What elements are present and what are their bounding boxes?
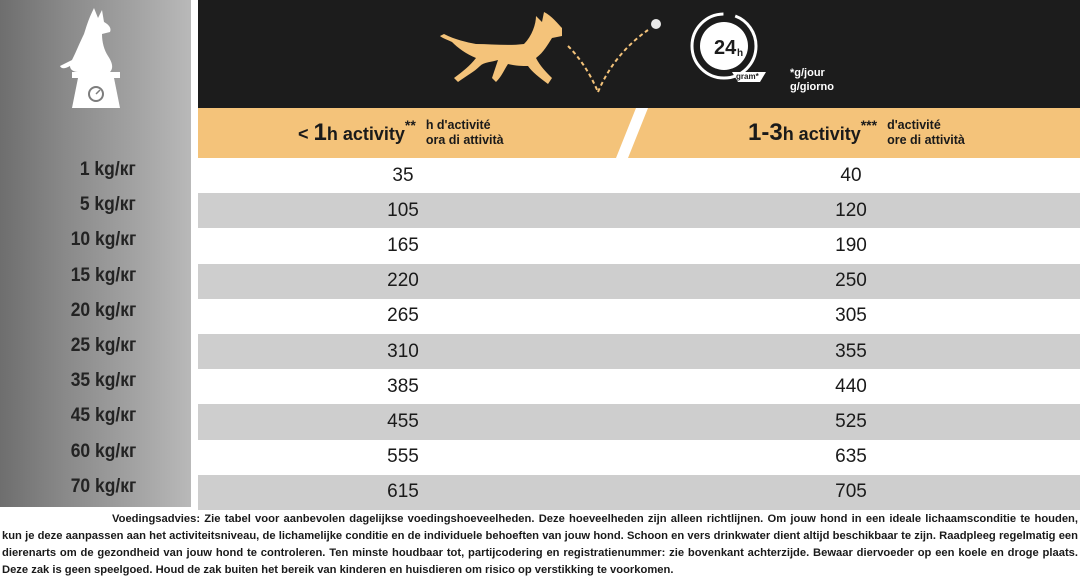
unit-line-2: g/giorno (790, 81, 834, 93)
weight-label: 25 kg/кг (70, 335, 136, 356)
weight-label: 70 kg/кг (70, 475, 136, 497)
amount-low-activity: 265 (387, 305, 419, 327)
amount-low-activity: 105 (387, 199, 419, 221)
unit-labels (790, 66, 834, 94)
amount-high-activity: 355 (835, 340, 867, 362)
amount-high-activity: 705 (835, 481, 867, 503)
amount-low-activity: 555 (387, 446, 419, 468)
table-row (198, 193, 1080, 228)
table-row (198, 264, 1080, 299)
running-dog-icon (436, 4, 666, 100)
unit-line-1: *g/jour (790, 67, 825, 79)
advice-text: Zie tabel voor aanbevolen dagelijkse voedingshoeveelheden. Deze hoeveelheden zijn alleen richtlijnen. Om jouw hond in een ideale lichaamsconditie te houden, kun je deze aanpassen aan het activiteitsniveau, de lichamelijke conditie en de individuele behoeften van jouw hond. Schoon en vers drinkwater dient altijd beschikbaar te zijn. Raadpleeg regelmatig een dierenarts om de gezondheid van jouw hond te controleren. Ten minste houdbaar tot, partijcodering en registratienummer: zie bovenkant achterzijde. Bewaar diervoeder op een koele en droge plaats. Deze zak is geen speelgoed. Houd de zak buiten het bereik van kinderen en huisdieren om risico op verstikking te voorkomen. (2, 513, 1078, 576)
table-row (198, 475, 1080, 510)
amount-high-activity: 635 (835, 446, 867, 468)
dog-on-scale-icon (58, 6, 134, 110)
activity-high-header: 1-3h activity*** d'activité ore di attività (748, 117, 965, 147)
table-row (198, 334, 1080, 369)
weight-label: 15 kg/кг (70, 264, 136, 286)
table-row (198, 299, 1080, 334)
activity-low-header: < 1h activity** h d'activité ora di attività (298, 117, 504, 147)
table-row (198, 440, 1080, 475)
weight-label: 5 kg/кг (80, 194, 136, 216)
weight-label: 45 kg/кг (70, 405, 136, 427)
activity-high-sub-fr: d'activité (887, 118, 941, 132)
amount-high-activity: 40 (840, 164, 862, 186)
clock-bowl-icon (688, 10, 768, 90)
activity-low-sub-fr: h d'activité (425, 118, 491, 132)
table-row (198, 404, 1080, 439)
amount-low-activity: 385 (387, 375, 419, 397)
gram-label: gram* (736, 72, 759, 81)
advice-title: Voedingsadvies: (112, 513, 201, 525)
feeding-advice (0, 511, 1080, 581)
band-divider (616, 108, 648, 158)
amount-high-activity: 440 (835, 375, 867, 397)
svg-text:h: h (737, 48, 744, 59)
amount-low-activity: 615 (387, 481, 419, 503)
amount-low-activity: 220 (387, 270, 419, 292)
clock-label: 24 (714, 37, 737, 59)
weight-label: 10 kg/кг (70, 229, 136, 251)
feeding-table (198, 158, 1080, 510)
amount-high-activity: 305 (835, 305, 867, 327)
weight-label: 1 kg/кг (80, 159, 136, 180)
weight-label: 20 kg/кг (70, 299, 136, 321)
amount-low-activity: 455 (387, 410, 419, 432)
weight-column (0, 0, 191, 507)
header (198, 0, 1080, 108)
activity-high-sub-it: ore di attività (887, 133, 965, 147)
weight-label: 60 kg/кг (70, 440, 136, 462)
amount-high-activity: 190 (835, 234, 867, 256)
activity-band (198, 108, 1080, 158)
amount-low-activity: 310 (387, 340, 419, 362)
amount-low-activity: 35 (392, 164, 414, 186)
amount-high-activity: 525 (835, 410, 867, 432)
amount-high-activity: 120 (835, 199, 867, 221)
table-row (198, 369, 1080, 404)
table-row (198, 228, 1080, 263)
weight-label: 35 kg/кг (70, 370, 136, 392)
amount-high-activity: 250 (835, 270, 867, 292)
amount-low-activity: 165 (387, 234, 419, 256)
activity-low-sub-it: ora di attività (425, 133, 504, 147)
table-row (198, 158, 1080, 193)
